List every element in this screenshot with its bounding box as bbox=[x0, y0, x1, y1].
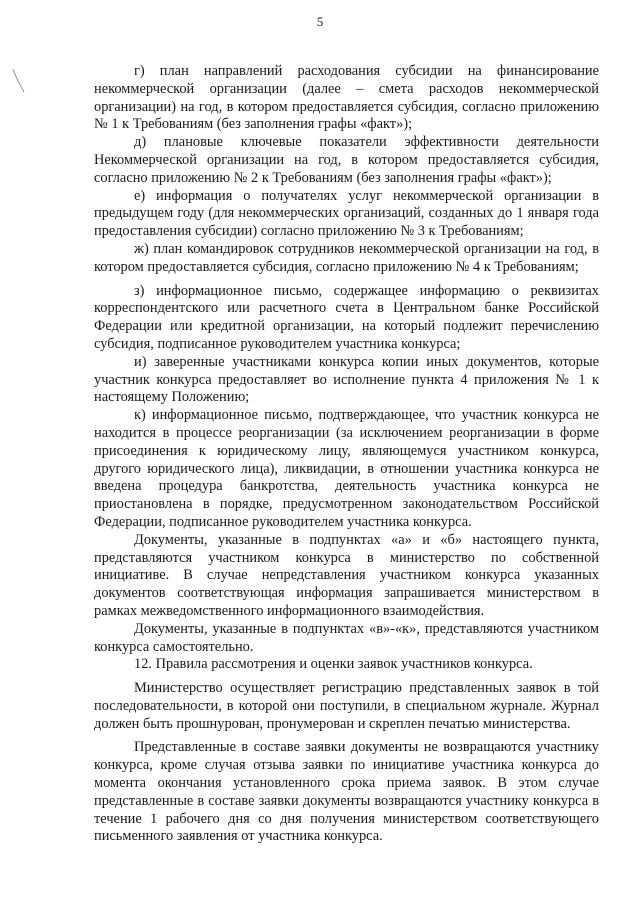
document-body bbox=[94, 63, 599, 846]
paragraph-registration-journal: Министерство осуществляет регистрацию представленных заявок в той последовательности, в которой они поступили, в специальном журнале. Журнал должен быть прошнурован, пронумерован и скреплен печатью министерства. bbox=[94, 680, 599, 732]
item-d-key-indicators: д) плановые ключевые показатели эффективности деятельности Некоммерческой организации на год, в котором предоставляется субсидия, согласно приложению № 2 к Требованиям (без заполнения графы «факт»); bbox=[94, 134, 599, 186]
item-g-expenditure-plan: г) план направлений расходования субсидии на финансирование некоммерческой организации (далее – смета расходов некоммерческой организации) на год, в котором предоставляется субсидия, согласно приложению № 1 к Требованиям (без заполнения графы «факт»); bbox=[94, 63, 599, 133]
item-z-bank-details-letter: з) информационное письмо, содержащее информацию о реквизитах корреспондентского или расчетного счета в Центральном банке Российской Федерации или кредитной организации, на который подлежит перечислению субсидия, подписанное руководителем участника конкурса; bbox=[94, 282, 599, 352]
item-k-reorganization-letter: к) информационное письмо, подтверждающее, что участник конкурса не находится в процессе реорганизации (за исключением реорганизации в форме присоединения к юридическому лицу, являющемуся участником конкурса, другого юридического лица), ликвидации, в отношении участника конкурса не введена процедура банкротства, деятельность участника конкурса не приостановлена в порядке, предусмотренном законодательством Российской Федерации, подписанное руководителем участника конкурса. bbox=[94, 407, 599, 530]
page-number: 5 bbox=[316, 14, 324, 29]
section-12-heading: 12. Правила рассмотрения и оценки заявок участников конкурса. bbox=[134, 656, 533, 673]
paragraph-documents-a-b: Документы, указанные в подпунктах «а» и «б» настоящего пункта, представляются участником конкурса в министерство по собственной инициативе. В случае непредставления участником конкурса указанных документов соответствующая информация запрашивается министерством в рамках межведомственного информационного взаимодействия. bbox=[94, 531, 599, 619]
paragraph-documents-return: Представленные в составе заявки документы не возвращаются участнику конкурса, кроме случая отзыва заявки по инициативе участника конкурса до момента окончания установленного срока приема заявок. В этом случае представленные в составе заявки документы возвращаются участнику конкурса в течение 1 рабочего дня со дня получения министерством соответствующего письменного заявления от участника конкурса. bbox=[94, 739, 599, 845]
item-zh-business-trip-plan: ж) план командировок сотрудников некоммерческой организации на год, в котором предоставляется субсидия, согласно приложению № 4 к Требованиям; bbox=[94, 240, 599, 275]
item-e-service-recipients-info: е) информация о получателях услуг некоммерческой организации в предыдущем году (для некоммерческих организаций, созданных до 1 января года предоставления субсидии) согласно приложению № 3 к Требованиям; bbox=[94, 187, 599, 240]
item-i-certified-copies: и) заверенные участниками конкурса копии иных документов, которые участник конкурса предоставляет во исполнение пункта 4 приложения № 1 к настоящему Положению; bbox=[94, 353, 599, 406]
scan-artifact-mark bbox=[12, 68, 26, 94]
paragraph-documents-v-k: Документы, указанные в подпунктах «в»-«к», представляются участником конкурса самостоятельно. bbox=[94, 620, 599, 655]
